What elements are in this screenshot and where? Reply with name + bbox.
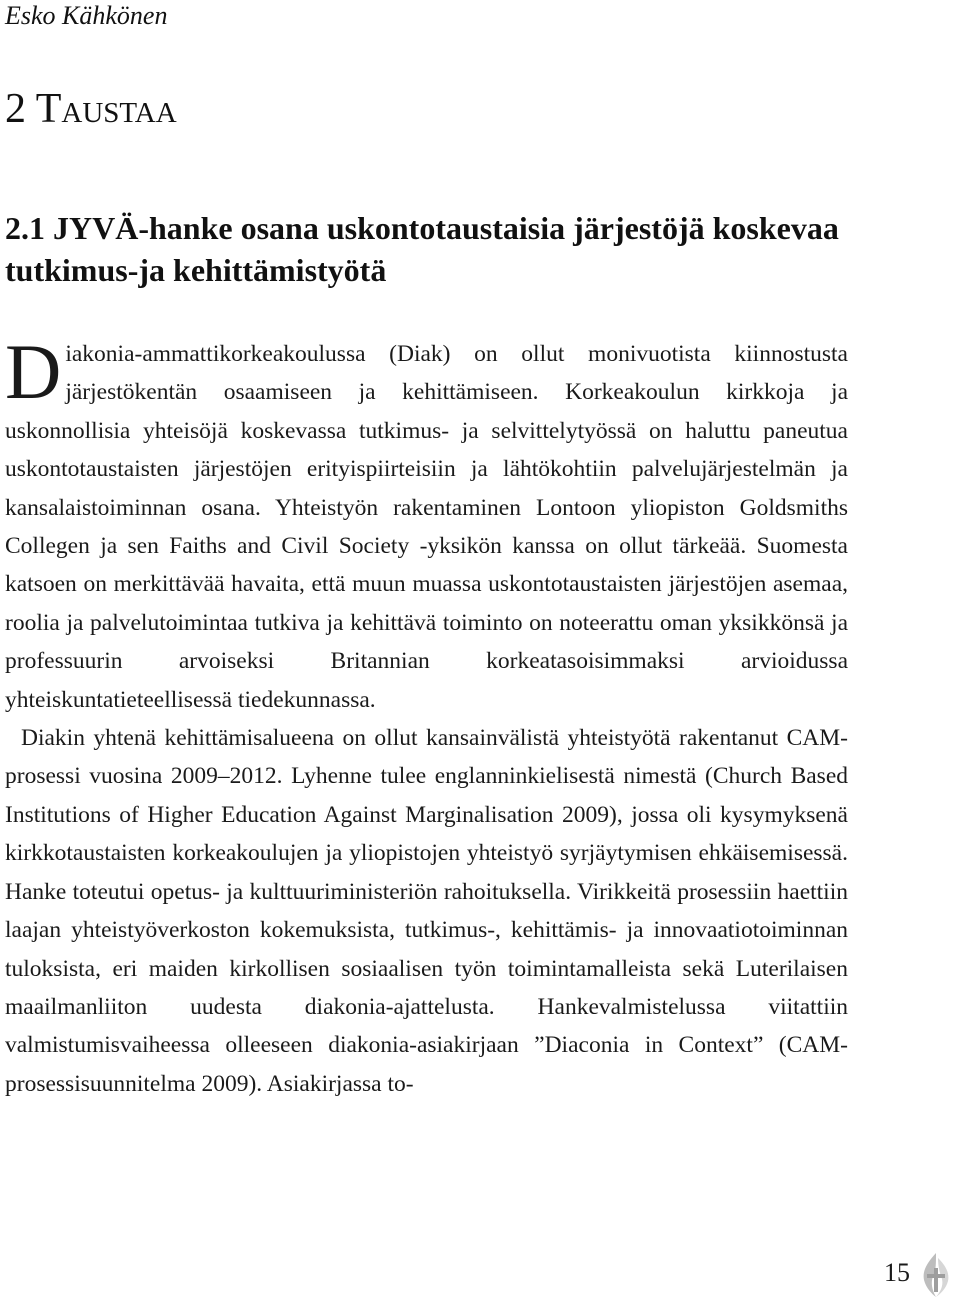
running-head: Esko Kähkönen bbox=[5, 1, 168, 30]
paragraph-1-text: iakonia-ammattikorkeakoulussa (Diak) on ollut monivuotista kiinnostusta järjestökentän osaamiseen ja kehittämiseen. Korkeakoulun kirkkoja ja uskonnollisia yhteisöjä koskevassa tutkimus- ja selvittelytyössä on haluttu paneutua uskontotaustaisten järjestöjen erityispiirteisiin ja lähtökohtiin palvelujärjestelmän ja kansalaistoiminnan osana. Yhteistyön rakentaminen Lontoon yliopiston Goldsmiths Collegen ja sen Faiths and Civil Society -yksikön kanssa on ollut tärkeää. Suomesta katsoen on merkittävää havaita, että muun muassa uskontotaustaisten järjestöjen asemaa, roolia ja palvelutoimintaa tutkiva ja kehittävä toiminto on noteerattu oman yksikkönsä ja professuurin arvoiseksi Britannian korkeatasoisimmaksi arvioidussa yhteiskuntatieteellisessä tiedekunnassa. bbox=[5, 341, 848, 713]
paragraph-1 bbox=[5, 328, 848, 719]
chapter-title: 2 Taustaa bbox=[5, 86, 177, 132]
page-number: 15 bbox=[884, 1258, 910, 1287]
body-text bbox=[5, 328, 848, 1103]
section-title: 2.1 JYVÄ-hanke osana uskontotaustaisia järjestöjä koskevaa tutkimus-ja kehittämistyötä bbox=[5, 210, 839, 288]
paragraph-2: Diakin yhtenä kehittämisalueena on ollut kansainvälistä yhteistyötä rakentanut CAM-prosessi vuosina 2009–2012. Lyhenne tulee englanninkielisestä nimestä (Church Based Institutions of Higher Education Against Marginalisation 2009), jossa oli kysymyksenä kirkkotaustaisten korkeakoulujen ja yliopistojen yhteistyö syrjäytymisen ehkäisemisessä. Hanke toteutui opetus- ja kulttuuriministeriön rahoituksella. Virikkeitä prosessiin haettiin laajan yhteistyöverkoston kokemuksista, tutkimus-, kehittämis- ja innovaatiotoiminnan tuloksista, eri maiden kirkollisen sosiaalisen työn toimintamalleista sekä Luterilaisen maailmanliiton uudesta diakonia-ajattelusta. Hankevalmistelussa viitattiin valmistumisvaiheessa olleeseen diakonia-asiakirjaan ”Diaconia in Context” (CAM-prosessisuunnitelma 2009). Asiakirjassa to- bbox=[5, 725, 848, 1097]
publisher-logo-icon bbox=[914, 1250, 958, 1300]
drop-cap: D bbox=[5, 328, 62, 415]
